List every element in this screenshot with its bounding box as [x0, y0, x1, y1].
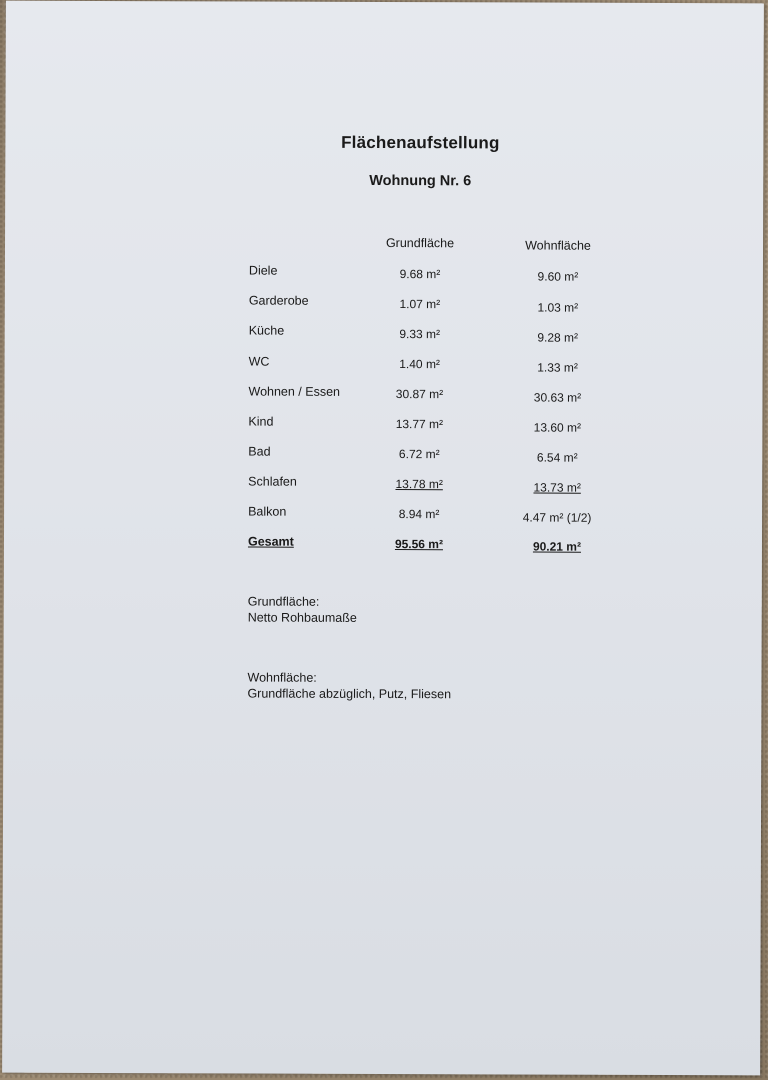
- paper-sheet: [2, 1, 764, 1076]
- row-label: WC: [248, 354, 270, 369]
- row-wohn-value: 13.73 m²: [533, 480, 581, 495]
- row-wohn-value: 4.47 m² (1/2): [522, 510, 592, 525]
- row-label: Wohnen / Essen: [248, 384, 341, 399]
- note-text: Netto Rohbaumaße: [247, 610, 357, 625]
- row-label: Balkon: [248, 504, 287, 519]
- row-grund-value: 13.77 m²: [395, 417, 444, 432]
- row-grund-value: 13.78 m²: [395, 477, 443, 492]
- note-heading: Wohnfläche:: [247, 670, 317, 685]
- row-wohn-value: 1.03 m²: [537, 300, 579, 315]
- row-label: Kind: [248, 414, 274, 429]
- row-wohn-value: 1.33 m²: [537, 360, 578, 375]
- row-wohn-value: 9.60 m²: [537, 269, 579, 284]
- page-title: Flächenaufstellung: [341, 132, 500, 153]
- row-grund-value: 1.07 m²: [399, 297, 441, 312]
- row-label: Küche: [248, 323, 285, 338]
- total-label: Gesamt: [247, 534, 294, 549]
- column-header-wohnflaeche: Wohnfläche: [525, 238, 591, 253]
- note-text: Grundfläche abzüglich, Putz, Fliesen: [247, 686, 452, 702]
- page-subtitle: Wohnung Nr. 6: [369, 172, 472, 190]
- row-wohn-value: 9.28 m²: [537, 330, 579, 345]
- note-grundflaeche: [248, 594, 357, 626]
- row-grund-value: 8.94 m²: [398, 507, 440, 522]
- column-header-grundflaeche: Grundfläche: [385, 236, 455, 251]
- note-heading: Grundfläche:: [247, 594, 320, 609]
- row-grund-value: 9.33 m²: [399, 327, 441, 342]
- total-wohn-value: 90.21 m²: [532, 539, 582, 554]
- row-wohn-value: 13.60 m²: [533, 420, 582, 435]
- total-grund-value: 95.56 m²: [394, 537, 444, 552]
- row-grund-value: 9.68 m²: [399, 267, 441, 282]
- row-wohn-value: 30.63 m²: [533, 390, 582, 405]
- row-grund-value: 6.72 m²: [398, 447, 440, 462]
- row-label: Diele: [248, 263, 278, 278]
- row-grund-value: 1.40 m²: [399, 357, 440, 372]
- row-label: Bad: [248, 444, 271, 459]
- row-label: Garderobe: [248, 293, 309, 308]
- row-grund-value: 30.87 m²: [395, 387, 444, 402]
- row-wohn-value: 6.54 m²: [536, 450, 578, 465]
- note-wohnflaeche: [247, 670, 451, 703]
- row-label: Schlafen: [248, 474, 297, 489]
